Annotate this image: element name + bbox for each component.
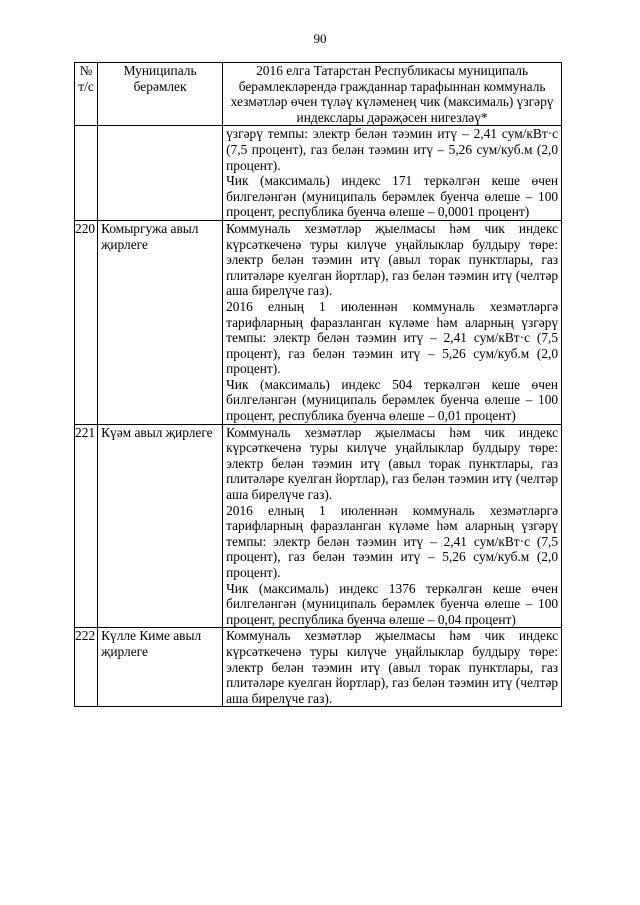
row-num: 222 <box>75 628 98 707</box>
row-description <box>223 126 562 221</box>
row-description <box>223 628 562 707</box>
header-num: № т/с <box>75 63 98 126</box>
table-row <box>75 628 562 707</box>
description-paragraph: Чик (максималь) индекс 171 теркәлгән кеше өчен билгеләнгән (муниципаль берәмлек буенча өлеше – 100 процент, республика буенча өлеше – 0,0001 процент) <box>226 173 559 220</box>
table-row <box>75 424 562 628</box>
table-row <box>75 126 562 221</box>
description-paragraph: үзгәрү темпы: электр белән тәэмин итү – 2,41 сум/кВт·с (7,5 процент), газ белән тәэмин итү – 5,26 сум/куб.м (2,0 процент). <box>226 126 559 173</box>
row-municipality: Күлле Киме авыл җирлеге <box>98 628 223 707</box>
description-paragraph: 2016 елның 1 июленнән коммуналь хезмәтләргә тарифларның фаразланган күләме һәм аларның үзгәрү темпы: электр белән тәэмин итү – 2,41 сум/кВт·с (7,5 процент), газ белән тәэмин итү – 5,26 сум/куб.м (2,0 процент). <box>226 502 559 580</box>
row-municipality: Күәм авыл җирлеге <box>98 424 223 628</box>
header-description: 2016 елга Татарстан Республикасы муниципаль берәмлекләрендә гражданнар тарафыннан коммуналь хезмәтләр өчен түләү күләменең чик (максималь) үзгәрү индекслары дәрәҗәсен нигезләү* <box>223 63 562 126</box>
row-num: 220 <box>75 220 98 424</box>
row-description <box>223 220 562 424</box>
description-paragraph: Коммуналь хезмәтләр җыелмасы һәм чик индекс күрсәткеченә туры килүче уңайлыклар булдыру төре: электр белән тәэмин итү (авыл торак пунктлары, газ плитәләре куелган йортлар), газ белән тәэмин итү (челтәр аша бирелүче газ). <box>226 424 559 503</box>
description-paragraph: Чик (максималь) индекс 504 теркәлгән кеше өчен билгеләнгән (муниципаль берәмлек буенча өлеше – 100 процент, республика буенча өлеше – 0,01 процент) <box>226 376 559 424</box>
description-paragraph: 2016 елның 1 июленнән коммуналь хезмәтләргә тарифларның фаразланган күләме һәм аларның үзгәрү темпы: электр белән тәэмин итү – 2,41 сум/кВт·с (7,5 процент), газ белән тәэмин итү – 5,26 сум/куб.м (2,0 процент). <box>226 298 559 377</box>
description-paragraph: Коммуналь хезмәтләр җыелмасы һәм чик индекс күрсәткеченә туры килүче уңайлыклар булдыру төре: электр белән тәэмин итү (авыл торак пунктлары, газ плитәләре куелган йортлар), газ белән тәэмин итү (челтәр аша бирелүче газ). <box>226 220 559 299</box>
description-paragraph: Чик (максималь) индекс 1376 теркәлгән кеше өчен билгеләнгән (муниципаль берәмлек буенча өлеше – 100 процент, республика буенча өлеше – 0,04 процент) <box>226 580 559 627</box>
page-number: 90 <box>313 31 327 46</box>
row-num <box>75 126 98 221</box>
table-header-row <box>75 63 562 126</box>
tariff-index-table <box>74 62 562 707</box>
row-description <box>223 424 562 628</box>
table-row <box>75 220 562 424</box>
row-num: 221 <box>75 424 98 628</box>
header-municipality: Муниципаль берәмлек <box>98 63 223 126</box>
row-municipality: Комыргужа авыл җирлеге <box>98 220 223 424</box>
row-municipality <box>98 126 223 221</box>
description-paragraph: Коммуналь хезмәтләр җыелмасы һәм чик индекс күрсәткеченә туры килүче уңайлыклар булдыру төре: электр белән тәэмин итү (авыл торак пунктлары, газ плитәләре куелган йортлар), газ белән тәэмин итү (челтәр аша бирелүче газ). <box>226 628 559 706</box>
